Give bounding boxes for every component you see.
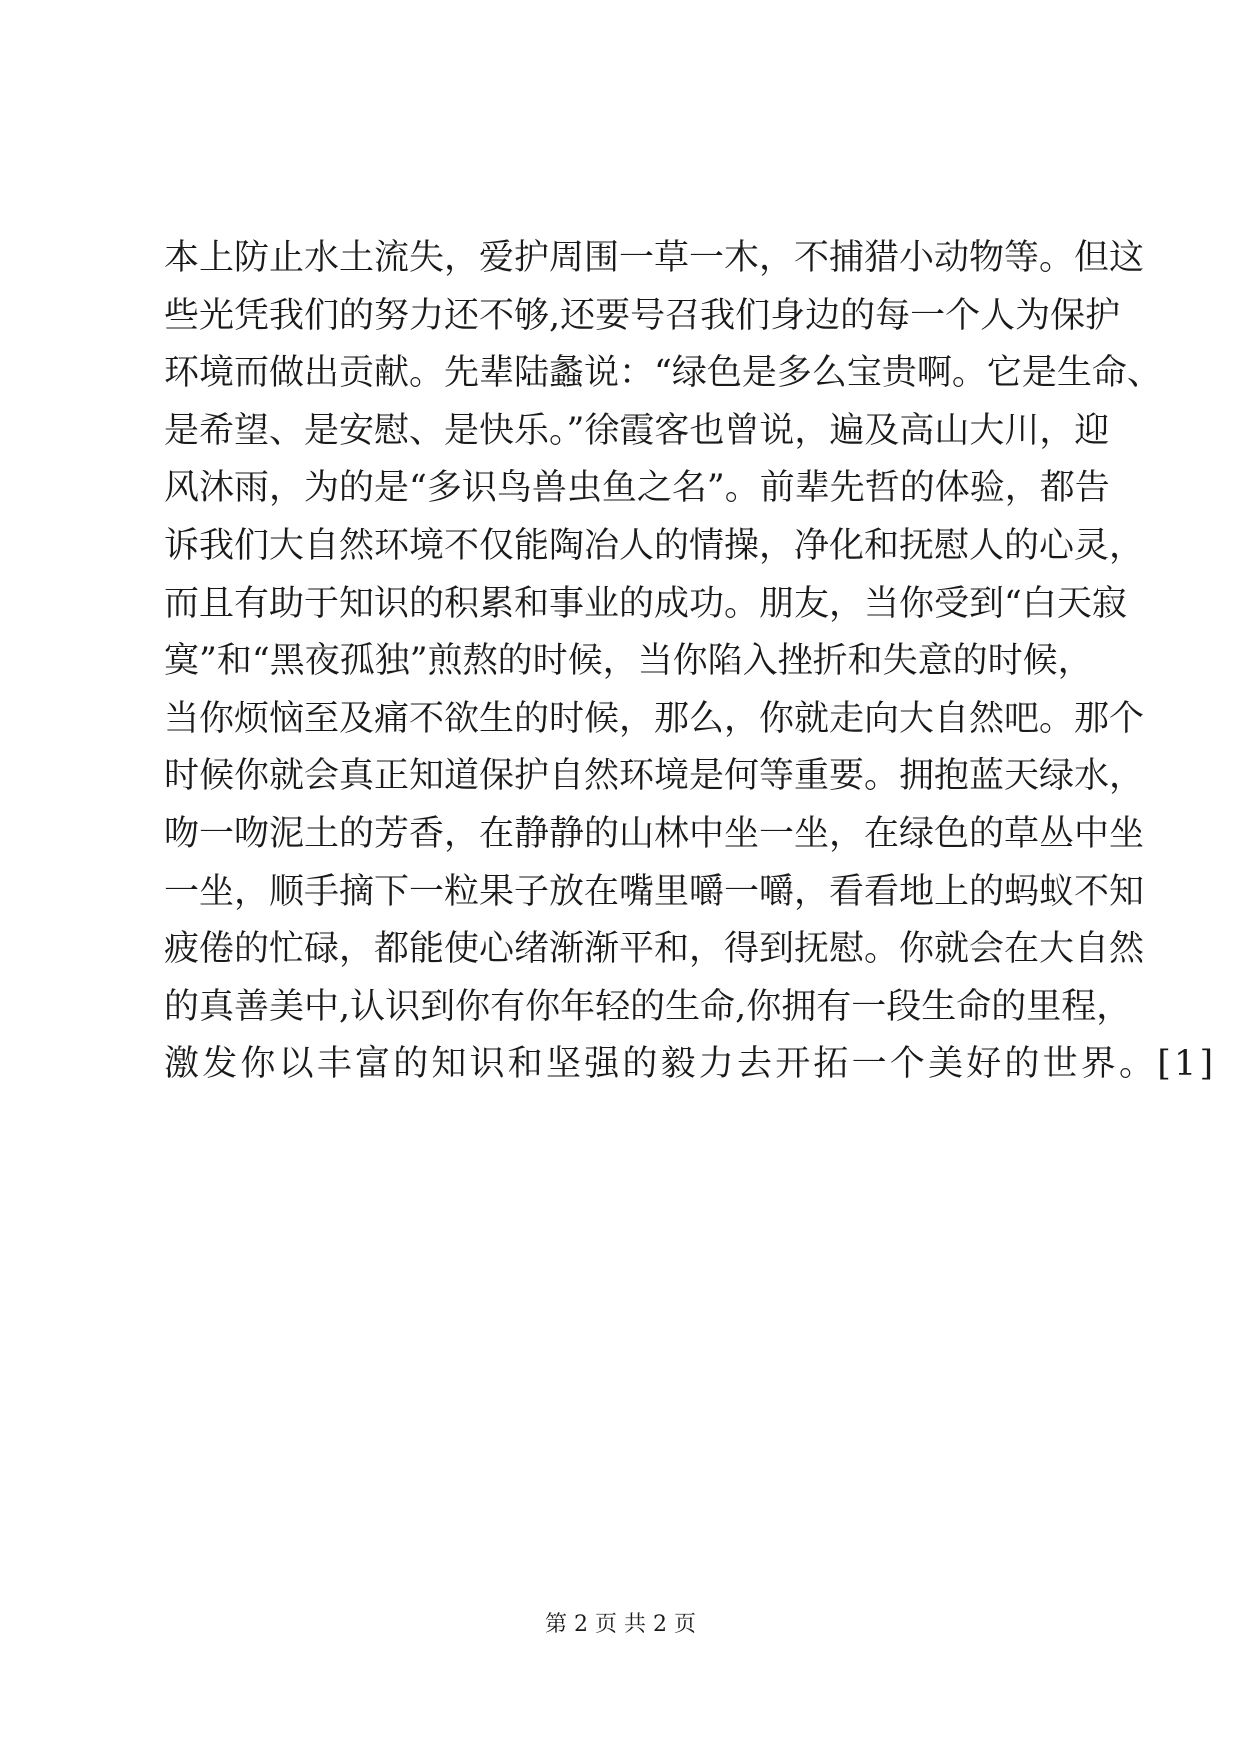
text-line-10: 时候你就会真正知道保护自然环境是何等重要。拥抱蓝天绿水， xyxy=(164,756,1145,797)
text-line-8: 寞”和“黑夜孤独”煎熬的时候，当你陷入挫折和失意的时候， xyxy=(164,641,1093,682)
text-line-12: 一坐，顺手摘下一粒果子放在嘴里嚼一嚼，看看地上的蚂蚁不知 xyxy=(164,871,1145,912)
text-line-11: 吻一吻泥土的芳香，在静静的山林中坐一坐，在绿色的草丛中坐 xyxy=(164,814,1145,854)
text-line-3: 环境而做出贡献。先辈陆蠡说：“绿色是多么宝贵啊。它是生命、 xyxy=(164,353,1162,394)
text-line-4: 是希望、是安慰、是快乐。”徐霞客也曾说，遍及高山大川，迎 xyxy=(164,410,1110,451)
text-line-14: 的真善美中,认识到你有你年轻的生命,你拥有一段生命的里程， xyxy=(164,986,1132,1027)
text-line-1: 本上防止水土流失，爱护周围一草一木，不捕猎小动物等。但这 xyxy=(164,238,1145,278)
text-line-5: 风沐雨，为的是“多识鸟兽虫鱼之名”。前辈先哲的体验，都告 xyxy=(164,468,1110,509)
text-line-2: 些光凭我们的努力还不够,还要号召我们身边的每一个人为保护 xyxy=(164,295,1121,336)
text-line-15: 激发你以丰富的知识和坚强的毅力去开拓一个美好的世界。[1] xyxy=(164,1044,1217,1085)
text-line-9: 当你烦恼至及痛不欲生的时候，那么，你就走向大自然吧。那个 xyxy=(164,698,1145,739)
page-footer: 第 2 页 共 2 页 xyxy=(545,1612,696,1637)
text-line-6: 诉我们大自然环境不仅能陶冶人的情操，净化和抚慰人的心灵， xyxy=(164,526,1145,566)
text-line-13: 疲倦的忙碌，都能使心绪渐渐平和，得到抚慰。你就会在大自然 xyxy=(164,929,1145,970)
text-line-7: 而且有助于知识的积累和事业的成功。朋友，当你受到“白天寂 xyxy=(164,583,1127,624)
